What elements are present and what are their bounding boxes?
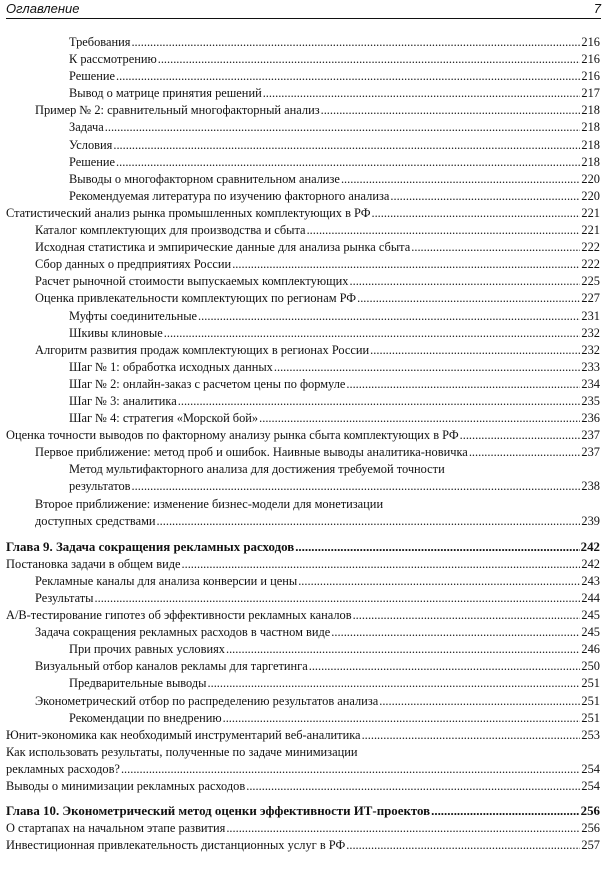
dot-leader: [460, 427, 581, 444]
toc-entry-page: 216: [581, 69, 600, 84]
toc-entry-page: 218: [581, 120, 600, 135]
toc-entry-title: К рассмотрению: [69, 52, 157, 67]
toc-entry-page: 245: [581, 608, 600, 623]
dot-leader: [350, 273, 581, 290]
dot-leader: [246, 778, 580, 795]
dot-leader: [132, 478, 581, 495]
toc-entry[interactable]: [6, 171, 600, 188]
dot-leader: [390, 188, 580, 205]
toc-entry[interactable]: [6, 658, 600, 675]
toc-entry-page: 216: [581, 52, 600, 67]
dot-leader: [431, 803, 580, 820]
dot-leader: [157, 513, 581, 530]
toc-entry-title: Визуальный отбор каналов рекламы для таргетинга: [35, 659, 308, 674]
toc-entry[interactable]: [6, 188, 600, 205]
toc-entry-title: Инвестиционная привлекательность дистанционных услуг в РФ: [6, 838, 346, 853]
toc-entry-page: 250: [581, 659, 600, 674]
toc-entry-title: Оценка точности выводов по факторному анализу рынка сбыта комплектующих в РФ: [6, 428, 459, 443]
toc-entry-title: Решение: [69, 154, 116, 169]
page-header: [6, 0, 601, 19]
dot-leader: [226, 820, 580, 837]
toc-entry[interactable]: [6, 222, 600, 239]
toc-entry-page: 221: [581, 223, 600, 238]
toc-entry-page: 218: [581, 154, 600, 169]
toc-entry[interactable]: [6, 68, 600, 85]
toc-entry-title: Пример № 2: сравнительный многофакторный анализ: [35, 103, 320, 118]
dot-leader: [198, 308, 580, 325]
toc-entry-title: Требования: [69, 35, 131, 49]
toc-entry-title: Эконометрический отбор по распределению результатов анализа: [35, 693, 379, 708]
toc-entry[interactable]: [6, 410, 600, 427]
dot-leader: [178, 393, 581, 410]
toc-entry[interactable]: [6, 573, 600, 590]
toc-entry[interactable]: [6, 34, 600, 51]
dot-leader: [298, 573, 580, 590]
toc-entry-page: 251: [581, 676, 600, 691]
toc-entry[interactable]: [6, 393, 600, 410]
toc-entry-title-line1: Второе приближение: изменение бизнес-модели для монетизации: [35, 496, 384, 511]
toc-entry-title: Шаг № 3: аналитика: [69, 393, 177, 408]
dot-leader: [223, 710, 581, 727]
toc-entry-title: доступных средствами: [35, 513, 156, 528]
toc-entry-page: 243: [581, 573, 600, 588]
toc-entry-title: Глава 9. Задача сокращения рекламных расходов: [6, 539, 295, 554]
dot-leader: [309, 658, 581, 675]
dot-leader: [116, 154, 580, 171]
toc-entry-page: 234: [581, 376, 600, 391]
toc-entry-title: Шаг № 1: обработка исходных данных: [69, 359, 273, 374]
toc-entry[interactable]: [6, 342, 600, 359]
dot-leader: [357, 290, 580, 307]
toc-entry[interactable]: [6, 744, 600, 778]
toc-entry-page: 251: [581, 693, 600, 708]
toc-entry-page: 251: [581, 710, 600, 725]
toc-entry-title: Вывод о матрице принятия решений: [69, 86, 262, 101]
dot-leader: [164, 325, 581, 342]
dot-leader: [208, 675, 581, 692]
toc-entry-page: 254: [581, 779, 600, 794]
toc-entry[interactable]: [6, 778, 600, 795]
dot-leader: [346, 376, 580, 393]
dot-leader: [295, 539, 579, 556]
toc-entry[interactable]: [6, 154, 600, 171]
toc-entry[interactable]: [6, 137, 600, 154]
toc-entry[interactable]: [6, 308, 600, 325]
toc-entry-title: Рекомендации по внедрению: [69, 710, 222, 725]
dot-leader: [469, 444, 581, 461]
toc-entry-title: Исходная статистика и эмпирические данные для анализа рынка сбыта: [35, 240, 411, 255]
dot-leader: [232, 256, 580, 273]
toc-entry[interactable]: [6, 290, 600, 307]
dot-leader: [158, 51, 581, 68]
toc-entry[interactable]: [6, 675, 600, 692]
dot-leader: [131, 34, 580, 51]
dot-leader: [113, 137, 580, 154]
toc-entry-page: 225: [581, 274, 600, 289]
toc-entry-page: 222: [581, 240, 600, 255]
toc-entry-title: О стартапах на начальном этапе развития: [6, 821, 226, 836]
dot-leader: [226, 641, 580, 658]
toc-entry[interactable]: [6, 727, 600, 744]
toc-entry-page: 254: [581, 761, 600, 776]
toc-entry-page: 236: [581, 411, 600, 426]
toc-entry-title: Рекомендуемая литература по изучению факторного анализа: [69, 188, 390, 203]
dot-leader: [307, 222, 581, 239]
toc-entry[interactable]: [6, 461, 600, 495]
dot-leader: [105, 119, 581, 136]
dot-leader: [121, 761, 580, 778]
toc-entry[interactable]: [6, 590, 600, 607]
dot-leader: [362, 727, 581, 744]
toc-entry-title: Выводы о минимизации рекламных расходов: [6, 779, 246, 794]
toc-entry-title-line1: Метод мультифакторного анализа для достижения требуемой точности: [69, 462, 445, 477]
toc-entry-title: Юнит-экономика как необходимый инструментарий веб-аналитика: [6, 727, 361, 742]
toc-entry-title: Постановка задачи в общем виде: [6, 556, 181, 571]
toc-entry[interactable]: [6, 273, 600, 290]
page-number: 7: [593, 1, 601, 16]
toc-entry[interactable]: [6, 710, 600, 727]
dot-leader: [331, 624, 580, 641]
toc-entry[interactable]: [6, 256, 600, 273]
toc-entry-page: 239: [581, 513, 600, 528]
toc-entry[interactable]: [6, 51, 600, 68]
toc-entry-page: 245: [581, 625, 600, 640]
toc-entry-title: результатов: [69, 479, 131, 494]
toc-entry-page: 233: [581, 359, 600, 374]
dot-leader: [379, 693, 580, 710]
toc-entry-page: 220: [581, 188, 600, 203]
toc-entry-page: 222: [581, 257, 600, 272]
toc-entry-title: Рекламные каналы для анализа конверсии и цены: [35, 573, 298, 588]
toc-entry[interactable]: [6, 444, 600, 461]
toc-entry[interactable]: [6, 607, 600, 624]
toc-entry-page: 238: [581, 479, 600, 494]
toc-entry[interactable]: [6, 427, 600, 444]
toc-entry-title: Шкивы клиновые: [69, 325, 163, 340]
toc-entry-page: 237: [581, 428, 600, 443]
toc-entry-page: 218: [581, 137, 600, 152]
toc-entry-page: 227: [581, 291, 600, 306]
toc-entry-page: 253: [581, 727, 600, 742]
toc-entry-title: Задача: [69, 120, 104, 135]
toc-entry[interactable]: [6, 641, 600, 658]
toc-entry[interactable]: [6, 119, 600, 136]
toc-entry[interactable]: [6, 693, 600, 710]
toc-entry-page: 220: [581, 171, 600, 186]
toc-entry-title: Выводы о многофакторном сравнительном анализе: [69, 171, 340, 186]
toc-entry-title: Задача сокращения рекламных расходов в частном виде: [35, 625, 331, 640]
table-of-contents: [6, 34, 600, 854]
toc-entry-title: Результаты: [35, 591, 94, 605]
running-title: Оглавление: [6, 1, 80, 16]
toc-entry[interactable]: [6, 239, 600, 256]
toc-entry[interactable]: [6, 556, 600, 573]
toc-entry-page: 217: [581, 86, 600, 101]
toc-entry-title: Решение: [69, 69, 116, 84]
toc-entry[interactable]: [6, 205, 600, 222]
dot-leader: [274, 359, 581, 376]
toc-entry-page: 231: [581, 308, 600, 323]
toc-entry-page: 256: [581, 821, 600, 836]
toc-entry-page: 232: [581, 325, 600, 340]
toc-entry-title: Первое приближение: метод проб и ошибок. Наивные выводы аналитика-новичка: [35, 445, 468, 460]
toc-entry-title: Муфты соединительные: [69, 308, 198, 323]
toc-entry-title: Глава 10. Эконометрический метод оценки эффективности ИТ-проектов: [6, 804, 431, 819]
toc-entry-title: Алгоритм развития продаж комплектующих в регионах России: [35, 342, 370, 357]
toc-entry-title: Предварительные выводы: [69, 676, 207, 691]
dot-leader: [371, 205, 580, 222]
toc-entry-page: 244: [581, 591, 600, 605]
toc-entry[interactable]: [6, 325, 600, 342]
toc-entry[interactable]: [6, 496, 600, 530]
toc-entry-title: Сбор данных о предприятиях России: [35, 257, 232, 272]
toc-entry-title: рекламных расходов?: [6, 761, 120, 776]
toc-entry-title: Условия: [69, 137, 113, 152]
dot-leader: [353, 607, 581, 624]
toc-entry-page: 256: [580, 804, 600, 819]
toc-entry[interactable]: [6, 85, 600, 102]
toc-entry-page: 235: [581, 393, 600, 408]
toc-entry[interactable]: [6, 820, 600, 837]
toc-chapter-entry[interactable]: [6, 539, 600, 556]
toc-chapter-entry[interactable]: [6, 803, 600, 820]
toc-entry-page: 216: [581, 35, 600, 49]
dot-leader: [341, 171, 580, 188]
toc-entry-title: Расчет рыночной стоимости выпускаемых комплектующих: [35, 274, 349, 289]
toc-entry-title: Статистический анализ рынка промышленных комплектующих в РФ: [6, 205, 371, 220]
toc-entry[interactable]: [6, 359, 600, 376]
dot-leader: [259, 410, 580, 427]
toc-entry-page: 237: [581, 445, 600, 460]
toc-entry-page: 232: [581, 342, 600, 357]
toc-entry[interactable]: [6, 837, 600, 854]
dot-leader: [116, 68, 580, 85]
toc-entry-page: 221: [581, 205, 600, 220]
toc-entry-page: 242: [581, 556, 600, 571]
toc-entry[interactable]: [6, 624, 600, 641]
toc-entry[interactable]: [6, 376, 600, 393]
toc-entry-title: Шаг № 2: онлайн-заказ с расчетом цены по формуле: [69, 376, 346, 391]
toc-entry-title-line1: Как использовать результаты, полученные по задаче минимизации: [6, 744, 358, 759]
toc-entry-title: Шаг № 4: стратегия «Морской бой»: [69, 411, 259, 426]
dot-leader: [346, 837, 580, 854]
toc-entry-page: 218: [581, 103, 600, 118]
toc-entry-title: При прочих равных условиях: [69, 642, 225, 657]
toc-entry-page: 246: [581, 642, 600, 657]
dot-leader: [411, 239, 580, 256]
dot-leader: [263, 85, 581, 102]
dot-leader: [370, 342, 580, 359]
dot-leader: [321, 102, 581, 119]
toc-entry-page: 257: [581, 838, 600, 853]
toc-entry-title: А/В-тестирование гипотез об эффективности рекламных каналов: [6, 608, 352, 623]
dot-leader: [95, 590, 581, 607]
toc-entry[interactable]: [6, 102, 600, 119]
dot-leader: [182, 556, 581, 573]
toc-entry-title: Оценка привлекательности комплектующих по регионам РФ: [35, 291, 357, 306]
toc-entry-page: 242: [580, 539, 600, 554]
toc-entry-title: Каталог комплектующих для производства и сбыта: [35, 223, 306, 238]
